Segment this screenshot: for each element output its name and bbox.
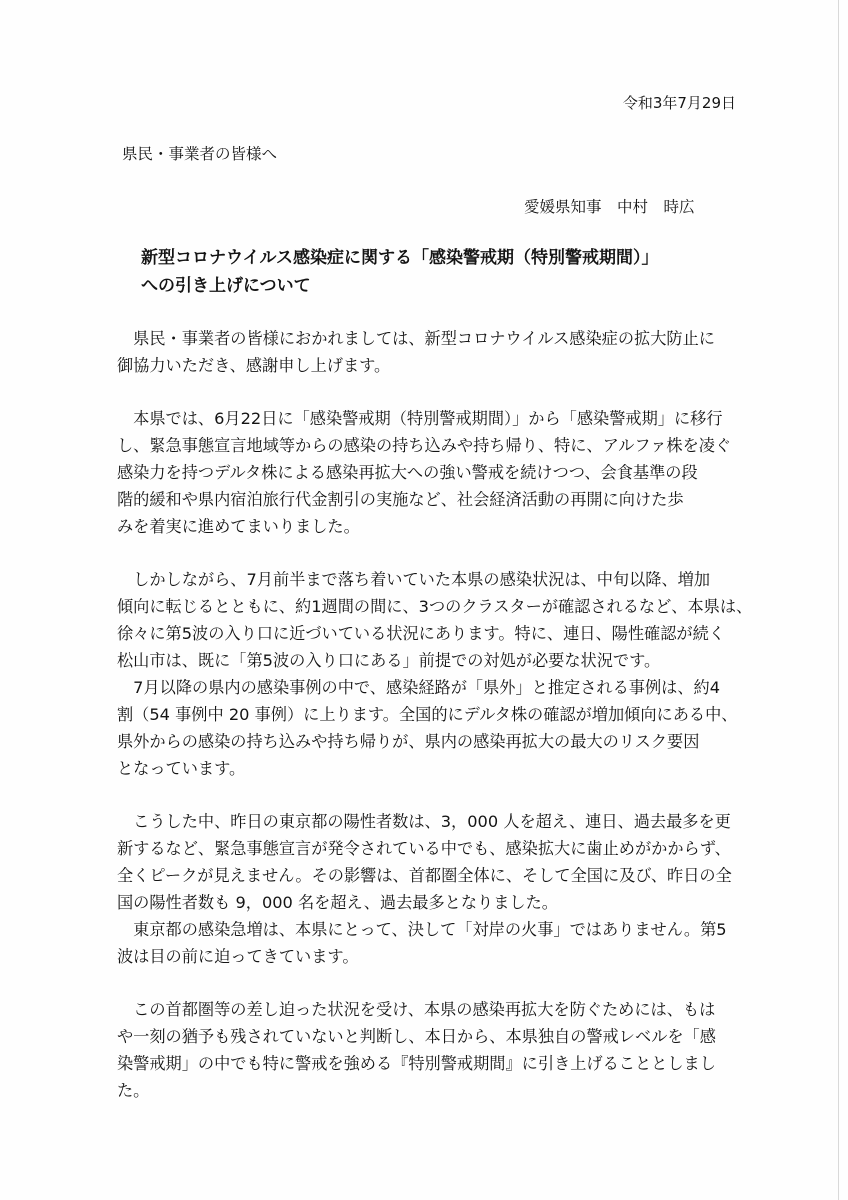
- document-date: 令和3年7月29日: [622, 94, 736, 112]
- scan-edge-line: [838, 0, 839, 1200]
- document-title: [141, 244, 741, 300]
- title-line-1: 新型コロナウイルス感染症に関する「感染警戒期（特別警戒期間）」: [141, 248, 659, 268]
- text-line: しかしながら、7月前半まで落ち着いていた本県の感染状況は、中旬以降、増加: [117, 570, 711, 589]
- text-line: 階的緩和や県内宿泊旅行代金割引の実施など、社会経済活動の再開に向けた歩: [117, 490, 684, 509]
- paragraph-4: [117, 808, 739, 970]
- text-line: この首都圏等の差し迫った状況を受け、本県の感染再拡大を防ぐためには、もは: [117, 1000, 716, 1019]
- text-line: 国の陽性者数も 9，000 名を超え、過去最多となりました。: [117, 893, 558, 912]
- text-line: 感染力を持つデルタ株による感染再拡大への強い警戒を続けつつ、会食基準の段: [117, 463, 698, 482]
- paragraph-3: [117, 566, 753, 782]
- text-line: 本県では、6月22日に「感染警戒期（特別警戒期間）」から「感染警戒期」に移行: [117, 409, 723, 428]
- text-line: 東京都の感染急増は、本県にとって、決して「対岸の火事」ではありません。第5: [117, 920, 727, 939]
- recipient-line: 県民・事業者の皆様へ: [122, 145, 278, 163]
- document-body: [117, 325, 753, 1104]
- text-line: 割（54 事例中 20 事例）に上ります。全国的にデルタ株の確認が増加傾向にある中、: [117, 705, 738, 724]
- text-line: みを着実に進めてまいりました。: [117, 517, 360, 536]
- sender-line: 愛媛県知事 中村 時広: [524, 198, 695, 216]
- text-line: 松山市は、既に「第5波の入り口にある」前提での対処が必要な状況です。: [117, 651, 661, 670]
- text-line: 県外からの感染の持ち込みや持ち帰りが、県内の感染再拡大の最大のリスク要因: [117, 732, 700, 751]
- text-line: 御協力いただき、感謝申し上げます。: [117, 356, 391, 375]
- paragraph-1: [117, 325, 739, 379]
- text-line: となっています。: [117, 759, 246, 778]
- paragraph-2: [117, 405, 739, 540]
- text-line: こうした中、昨日の東京都の陽性者数は、3，000 人を超え、連日、過去最多を更: [117, 812, 731, 831]
- text-line: や一刻の猶予も残されていないと判断し、本日から、本県独自の警戒レベルを「感: [117, 1027, 716, 1046]
- text-line: 県民・事業者の皆様におかれましては、新型コロナウイルス感染症の拡大防止に: [117, 329, 715, 348]
- paragraph-5: [117, 996, 739, 1104]
- text-line: 徐々に第5波の入り口に近づいている状況にあります。特に、連日、陽性確認が続く: [117, 624, 725, 643]
- text-line: 傾向に転じるとともに、約1週間の間に、3つのクラスターが確認されるなど、本県は、: [117, 597, 753, 616]
- text-line: 波は目の前に迫ってきています。: [117, 947, 359, 966]
- title-line-2: への引き上げについて: [141, 276, 311, 296]
- text-line: 全くピークが見えません。その影響は、首都圏全体に、そして全国に及び、昨日の全: [117, 866, 732, 885]
- text-line: 7月以降の県内の感染事例の中で、感染経路が「県外」と推定される事例は、約4: [117, 678, 721, 697]
- text-line: し、緊急事態宣言地域等からの感染の持ち込みや持ち帰り、特に、アルファ株を凌ぐ: [117, 436, 732, 455]
- text-line: 染警戒期」の中でも特に警戒を強める『特別警戒期間』に引き上げることとしまし: [117, 1054, 716, 1073]
- text-line: た。: [117, 1081, 150, 1100]
- text-line: 新するなど、緊急事態宣言が発令されている中でも、感染拡大に歯止めがかからず、: [117, 839, 731, 858]
